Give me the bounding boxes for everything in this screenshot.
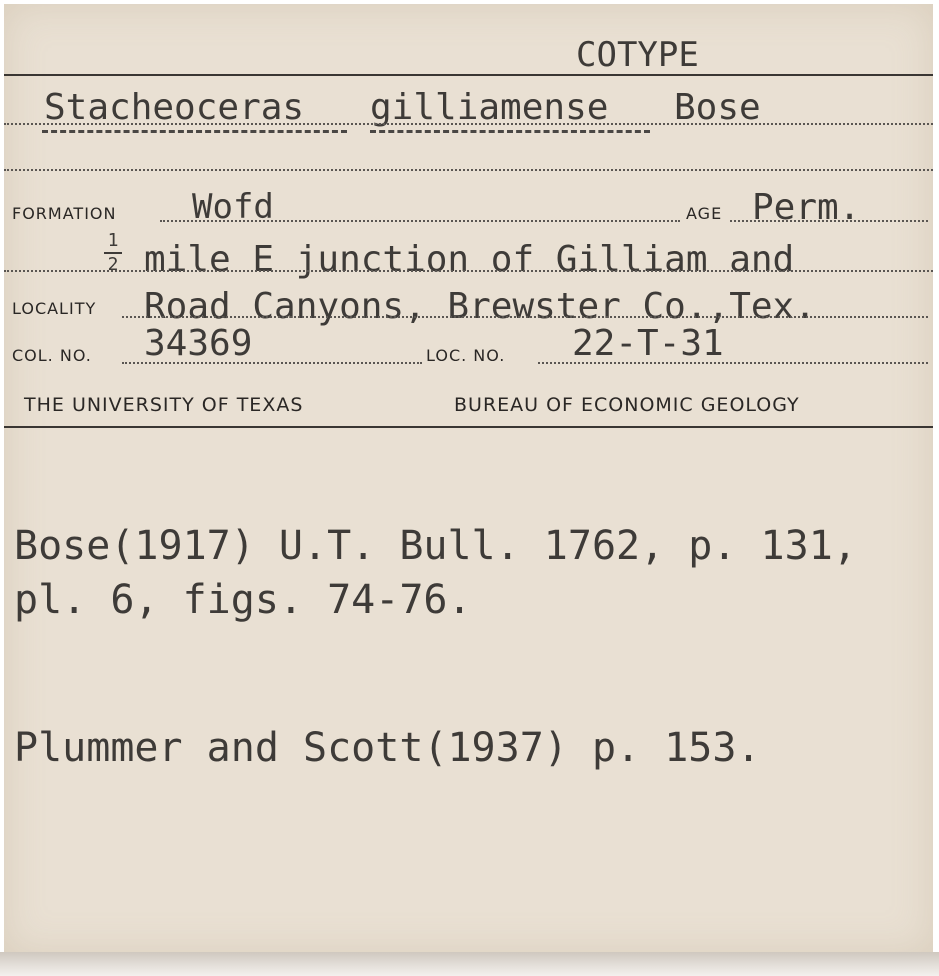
institution-right: BUREAU OF ECONOMIC GEOLOGY	[454, 394, 800, 416]
locality-label: LOCALITY	[12, 299, 97, 318]
scan-bottom-edge	[0, 952, 939, 976]
loc-no-dotted-line	[538, 362, 928, 364]
loc-no-label: LOC. NO.	[426, 346, 506, 365]
epithet-underline	[370, 130, 650, 133]
header-rule	[4, 74, 933, 76]
species-dotted-line	[4, 123, 933, 125]
reference-2: Plummer and Scott(1937) p. 153.	[14, 725, 761, 771]
genus-underline	[42, 130, 347, 133]
formation-dotted-line	[160, 220, 680, 222]
specimen-label-card	[4, 4, 933, 954]
institution-left: THE UNIVERSITY OF TEXAS	[24, 394, 304, 416]
reference-1-line-1: Bose(1917) U.T. Bull. 1762, p. 131,	[14, 523, 857, 569]
locality-line-2-dotted	[122, 316, 928, 318]
locality-line-1: mile E junction of Gilliam and	[144, 239, 795, 280]
loc-no-value: 22-T-31	[572, 323, 724, 364]
species-epithet: gilliamense	[370, 87, 609, 128]
species-author: Bose	[674, 87, 761, 128]
fraction-denominator: 2	[107, 254, 119, 275]
col-no-dotted-line	[122, 362, 422, 364]
col-no-label: COL. NO.	[12, 346, 92, 365]
reference-1-line-2: pl. 6, figs. 74-76.	[14, 577, 472, 623]
locality-line-2: Road Canyons, Brewster Co.,Tex.	[144, 286, 816, 327]
locality-fraction	[100, 232, 126, 274]
age-value: Perm.	[752, 187, 861, 228]
type-status: COTYPE	[576, 35, 699, 75]
formation-label: FORMATION	[12, 204, 117, 223]
blank-dotted-line	[4, 169, 933, 171]
formation-value: Wofd	[192, 187, 274, 227]
fraction-numerator: 1	[107, 230, 119, 251]
age-label: AGE	[686, 204, 723, 223]
age-dotted-line	[730, 220, 928, 222]
col-no-value: 34369	[144, 323, 253, 364]
institution-rule	[4, 426, 933, 428]
locality-line-1-dotted	[4, 270, 933, 272]
species-genus: Stacheoceras	[44, 87, 305, 128]
